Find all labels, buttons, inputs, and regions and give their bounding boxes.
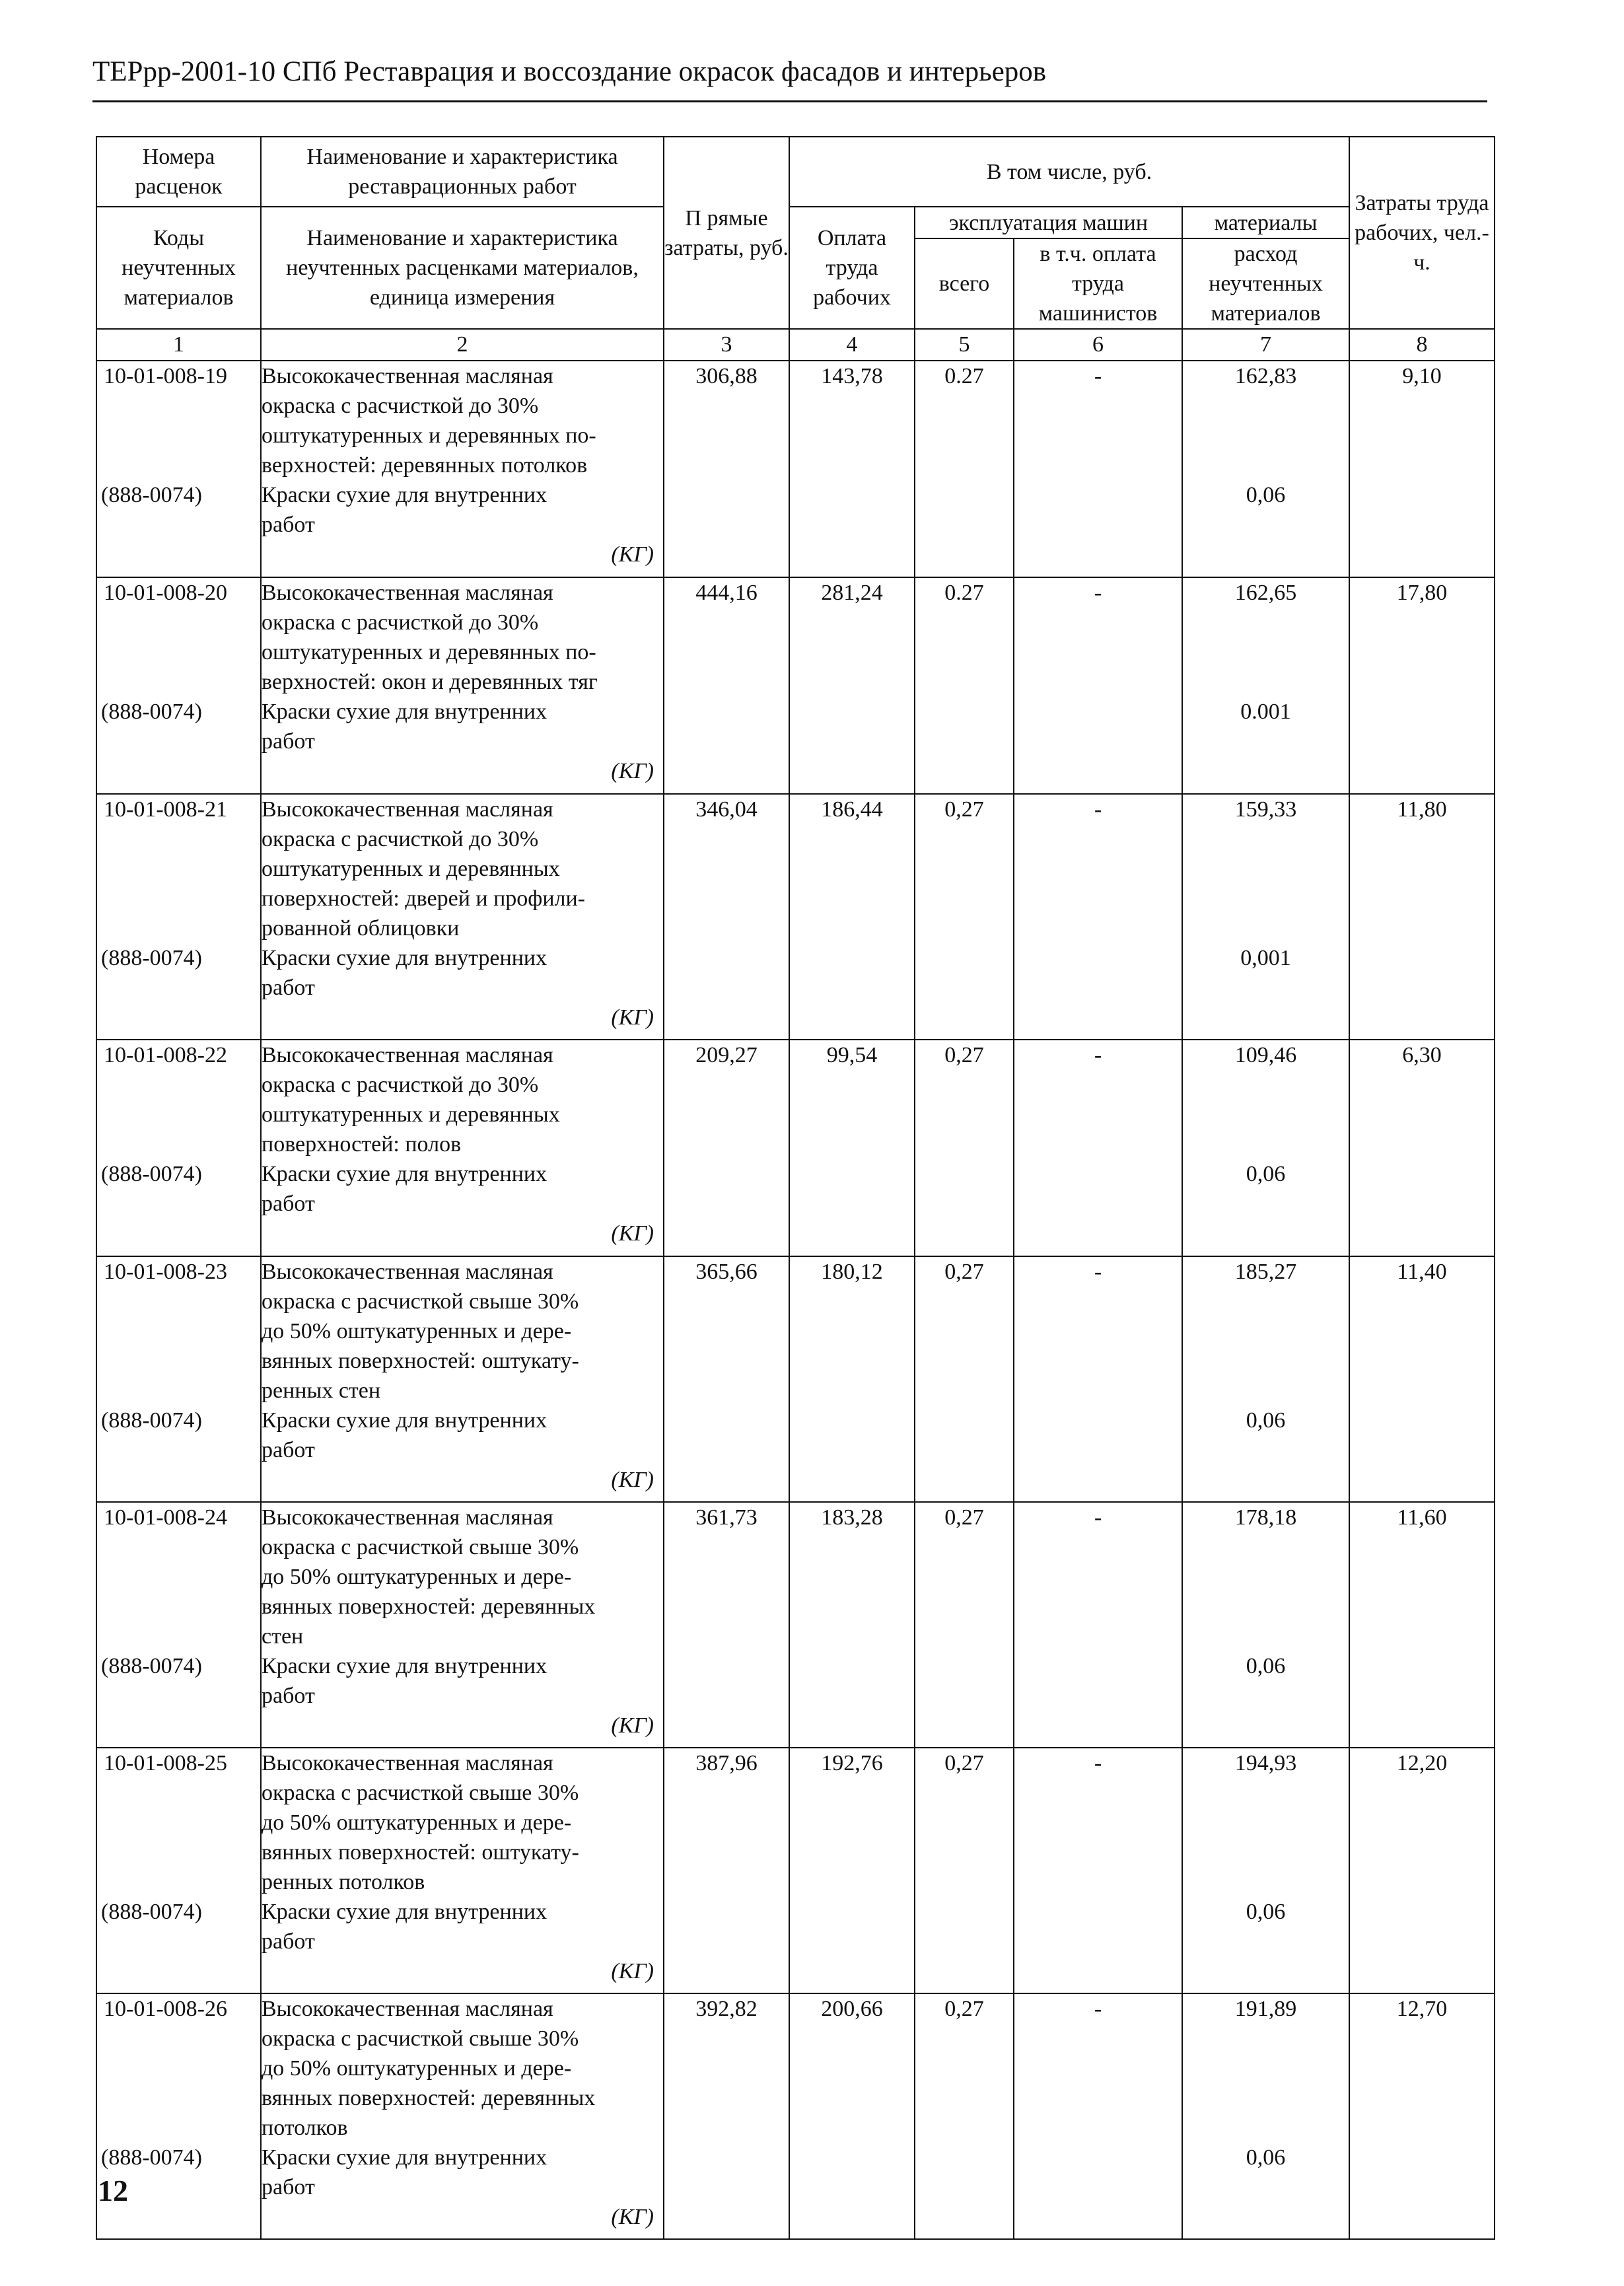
- column-number: 4: [789, 329, 915, 361]
- work-description-line: окраска с расчисткой свыше 30%: [262, 1781, 579, 1805]
- machines-total-value: 0.27: [915, 577, 1014, 794]
- work-description-line: окраска с расчисткой свыше 30%: [262, 1289, 579, 1314]
- material-quantity: 0,06: [1246, 1900, 1286, 1924]
- work-description-line: вянных поверхностей: деревянных: [262, 2086, 596, 2110]
- work-description-line: оштукатуренных и деревянных по-: [262, 423, 596, 448]
- labor-pay-value: 186,44: [789, 794, 915, 1040]
- material-quantity: 0,001: [1240, 946, 1291, 970]
- work-description-line: окраска с расчисткой до 30%: [262, 394, 539, 418]
- work-description-line: Высококачественная масляная: [262, 581, 553, 605]
- rate-code: 10-01-008-23: [104, 1260, 227, 1284]
- material-description-line: работ: [262, 1684, 315, 1708]
- column-number: 2: [261, 329, 664, 361]
- rate-row: [96, 794, 1495, 1040]
- material-unit: (КГ): [611, 1959, 654, 1983]
- labor-pay-value: 183,28: [789, 1502, 915, 1748]
- labor-hours-value: 11,60: [1349, 1502, 1495, 1748]
- material-description-line: Краски сухие для внутренних: [262, 946, 547, 970]
- rate-code-cell: [96, 794, 261, 1040]
- labor-pay-value: 180,12: [789, 1256, 915, 1502]
- material-description-line: Краски сухие для внутренних: [262, 699, 547, 724]
- rate-row: [96, 1993, 1495, 2239]
- material-quantity: 0,06: [1246, 1654, 1286, 1678]
- work-description-cell: [261, 1502, 664, 1748]
- work-description-line: верхностей: окон и деревянных тяг: [262, 670, 598, 694]
- header-machines-total: всего: [915, 238, 1014, 329]
- work-description-line: Высококачественная масляная: [262, 364, 553, 388]
- direct-costs-value: 365,66: [664, 1256, 789, 1502]
- header-work-name: Наименование и характеристика реставрационных работ: [261, 137, 664, 207]
- materials-cell: [1182, 1256, 1349, 1502]
- direct-costs-value: 444,16: [664, 577, 789, 794]
- labor-hours-value: 6,30: [1349, 1040, 1495, 1256]
- work-description-cell: [261, 1256, 664, 1502]
- work-description-line: оштукатуренных и деревянных по-: [262, 640, 596, 664]
- material-unit: (КГ): [611, 1221, 654, 1246]
- rate-code-cell: [96, 1256, 261, 1502]
- material-description-line: Краски сухие для внутренних: [262, 1162, 547, 1186]
- rate-row: [96, 1502, 1495, 1748]
- work-description-line: ренных стен: [262, 1378, 381, 1403]
- machines-total-value: 0.27: [915, 361, 1014, 577]
- work-description-line: оштукатуренных и деревянных: [262, 857, 560, 881]
- column-number: 1: [96, 329, 261, 361]
- labor-pay-value: 200,66: [789, 1993, 915, 2239]
- machines-total-value: 0,27: [915, 1040, 1014, 1256]
- work-description-cell: [261, 577, 664, 794]
- rate-code: 10-01-008-24: [104, 1505, 227, 1530]
- material-unit: (КГ): [611, 1713, 654, 1738]
- material-description-line: работ: [262, 1929, 315, 1954]
- header-direct-costs: П рямые затраты, руб.: [664, 137, 789, 329]
- machines-total-value: 0,27: [915, 1993, 1014, 2239]
- work-description-line: до 50% оштукатуренных и дере-: [262, 1319, 572, 1343]
- work-description-line: до 50% оштукатуренных и дере-: [262, 2056, 572, 2081]
- machines-total-value: 0,27: [915, 1256, 1014, 1502]
- work-description-line: стен: [262, 1624, 304, 1649]
- material-description-line: работ: [262, 1192, 315, 1216]
- work-description-line: вянных поверхностей: оштукату-: [262, 1349, 579, 1373]
- materials-cell: [1182, 1502, 1349, 1748]
- machines-total-value: 0,27: [915, 1502, 1014, 1748]
- material-description-line: Краски сухие для внутренних: [262, 483, 547, 507]
- rate-code-cell: [96, 1502, 261, 1748]
- column-number: 7: [1182, 329, 1349, 361]
- rate-code-cell: [96, 577, 261, 794]
- rate-code: 10-01-008-19: [104, 364, 227, 388]
- material-description-line: работ: [262, 513, 315, 537]
- material-quantity: 0,06: [1246, 2145, 1286, 2170]
- work-description-line: окраска с расчисткой свыше 30%: [262, 2026, 579, 2051]
- work-description-line: Высококачественная масляная: [262, 1505, 553, 1530]
- material-quantity: 0,06: [1246, 1408, 1286, 1433]
- material-quantity: 0,06: [1246, 483, 1286, 507]
- header-row: [96, 207, 1495, 238]
- rate-code-cell: [96, 361, 261, 577]
- materials-cell: [1182, 361, 1349, 577]
- work-description-line: окраска с расчисткой до 30%: [262, 610, 539, 635]
- machinist-pay-value: -: [1014, 794, 1182, 1040]
- material-description-line: работ: [262, 1438, 315, 1462]
- material-quantity: 0,06: [1246, 1162, 1286, 1186]
- material-description-line: работ: [262, 729, 315, 754]
- rate-code-cell: [96, 1748, 261, 1993]
- labor-hours-value: 11,40: [1349, 1256, 1495, 1502]
- labor-pay-value: 281,24: [789, 577, 915, 794]
- direct-costs-value: 387,96: [664, 1748, 789, 1993]
- work-description-line: Высококачественная масляная: [262, 1997, 553, 2021]
- material-unit: (КГ): [611, 1005, 654, 1030]
- material-unit: (КГ): [611, 542, 654, 567]
- header-material-names: Наименование и характеристика неучтенных расценками материалов, единица измерения: [261, 207, 664, 329]
- work-description-line: Высококачественная масляная: [262, 1260, 553, 1284]
- work-description-cell: [261, 1040, 664, 1256]
- header-unaccounted-materials: расход неучтенных материалов: [1182, 238, 1349, 329]
- work-description-line: Высококачественная масляная: [262, 1043, 553, 1067]
- material-description-line: Краски сухие для внутренних: [262, 1900, 547, 1924]
- machinist-pay-value: -: [1014, 1256, 1182, 1502]
- header-labor-hours: Затраты труда рабочих, чел.-ч.: [1349, 137, 1495, 329]
- material-code: (888-0074): [101, 946, 202, 970]
- labor-hours-value: 9,10: [1349, 361, 1495, 577]
- column-numbers-row: [96, 329, 1495, 361]
- header-material-codes: Коды неучтенных материалов: [96, 207, 261, 329]
- work-description-line: верхностей: деревянных потолков: [262, 453, 588, 478]
- materials-cell: [1182, 794, 1349, 1040]
- materials-value: 185,27: [1234, 1260, 1297, 1284]
- material-code: (888-0074): [101, 1408, 202, 1433]
- header-divider: [92, 100, 1487, 102]
- work-description-line: окраска с расчисткой свыше 30%: [262, 1535, 579, 1559]
- work-description-line: до 50% оштукатуренных и дере-: [262, 1810, 572, 1835]
- rate-row: [96, 1256, 1495, 1502]
- header-rate-numbers: Номера расценок: [96, 137, 261, 207]
- work-description-line: до 50% оштукатуренных и дере-: [262, 1565, 572, 1589]
- labor-pay-value: 192,76: [789, 1748, 915, 1993]
- work-description-line: потолков: [262, 2116, 348, 2140]
- machines-total-value: 0,27: [915, 794, 1014, 1040]
- rate-row: [96, 1748, 1495, 1993]
- work-description-line: окраска с расчисткой до 30%: [262, 1073, 539, 1097]
- rate-row: [96, 361, 1495, 577]
- header-including-group: В том числе, руб.: [789, 137, 1349, 207]
- header-machinist-pay: в т.ч. оплата труда машинистов: [1014, 238, 1182, 329]
- header-labor-pay: Оплата труда рабочих: [789, 207, 915, 329]
- work-description-line: рованной облицовки: [262, 916, 460, 941]
- header-row: [96, 137, 1495, 207]
- labor-hours-value: 12,20: [1349, 1748, 1495, 1993]
- material-code: (888-0074): [101, 1654, 202, 1678]
- material-unit: (КГ): [611, 2205, 654, 2229]
- materials-cell: [1182, 1040, 1349, 1256]
- rate-code: 10-01-008-20: [104, 581, 227, 605]
- work-description-cell: [261, 1993, 664, 2239]
- material-description-line: Краски сухие для внутренних: [262, 1408, 547, 1433]
- materials-value: 159,33: [1234, 797, 1297, 822]
- materials-value: 109,46: [1234, 1043, 1297, 1067]
- material-code: (888-0074): [101, 2145, 202, 2170]
- work-description-line: вянных поверхностей: оштукату-: [262, 1840, 579, 1865]
- work-description-cell: [261, 361, 664, 577]
- material-quantity: 0.001: [1240, 699, 1291, 724]
- material-code: (888-0074): [101, 1162, 202, 1186]
- materials-value: 162,65: [1234, 581, 1297, 605]
- material-description-line: работ: [262, 976, 315, 1000]
- direct-costs-value: 306,88: [664, 361, 789, 577]
- header-materials: материалы: [1182, 207, 1349, 238]
- page-number: 12: [98, 2174, 128, 2207]
- machinist-pay-value: -: [1014, 577, 1182, 794]
- material-description-line: работ: [262, 2175, 315, 2199]
- work-description-line: Высококачественная масляная: [262, 797, 553, 822]
- direct-costs-value: 346,04: [664, 794, 789, 1040]
- work-description-line: вянных поверхностей: деревянных: [262, 1594, 596, 1619]
- materials-value: 191,89: [1234, 1997, 1297, 2021]
- labor-hours-value: 12,70: [1349, 1993, 1495, 2239]
- machinist-pay-value: -: [1014, 1040, 1182, 1256]
- labor-pay-value: 143,78: [789, 361, 915, 577]
- work-description-line: поверхностей: полов: [262, 1132, 462, 1157]
- work-description-line: оштукатуренных и деревянных: [262, 1102, 560, 1127]
- materials-value: 162,83: [1234, 364, 1297, 388]
- rate-code: 10-01-008-21: [104, 797, 227, 822]
- work-description-cell: [261, 1748, 664, 1993]
- direct-costs-value: 392,82: [664, 1993, 789, 2239]
- rate-code-cell: [96, 1040, 261, 1256]
- work-description-line: Высококачественная масляная: [262, 1751, 553, 1775]
- rate-code: 10-01-008-22: [104, 1043, 227, 1067]
- material-code: (888-0074): [101, 1900, 202, 1924]
- material-unit: (КГ): [611, 1468, 654, 1492]
- header-machine-operation: эксплуатация машин: [915, 207, 1182, 238]
- material-description-line: Краски сухие для внутренних: [262, 2145, 547, 2170]
- material-unit: (КГ): [611, 759, 654, 783]
- rate-code: 10-01-008-26: [104, 1997, 227, 2021]
- column-number: 6: [1014, 329, 1182, 361]
- material-description-line: Краски сухие для внутренних: [262, 1654, 547, 1678]
- materials-cell: [1182, 1748, 1349, 1993]
- machinist-pay-value: -: [1014, 361, 1182, 577]
- work-description-line: ренных потолков: [262, 1870, 425, 1894]
- materials-cell: [1182, 577, 1349, 794]
- direct-costs-value: 361,73: [664, 1502, 789, 1748]
- page-header: ТЕРрр-2001-10 СПб Реставрация и воссоздание окрасок фасадов и интерьеров: [92, 56, 1047, 87]
- rate-row: [96, 1040, 1495, 1256]
- materials-value: 194,93: [1234, 1751, 1297, 1775]
- column-number: 8: [1349, 329, 1495, 361]
- machines-total-value: 0,27: [915, 1748, 1014, 1993]
- labor-hours-value: 11,80: [1349, 794, 1495, 1040]
- labor-pay-value: 99,54: [789, 1040, 915, 1256]
- material-code: (888-0074): [101, 699, 202, 724]
- column-number: 5: [915, 329, 1014, 361]
- rate-row: [96, 577, 1495, 794]
- machinist-pay-value: -: [1014, 1502, 1182, 1748]
- rates-table: [96, 136, 1495, 2240]
- machinist-pay-value: -: [1014, 1748, 1182, 1993]
- work-description-line: окраска с расчисткой до 30%: [262, 827, 539, 851]
- work-description-cell: [261, 794, 664, 1040]
- material-code: (888-0074): [101, 483, 202, 507]
- direct-costs-value: 209,27: [664, 1040, 789, 1256]
- rate-code: 10-01-008-25: [104, 1751, 227, 1775]
- materials-value: 178,18: [1234, 1505, 1297, 1530]
- work-description-line: поверхностей: дверей и профили-: [262, 886, 585, 911]
- column-number: 3: [664, 329, 789, 361]
- machinist-pay-value: -: [1014, 1993, 1182, 2239]
- labor-hours-value: 17,80: [1349, 577, 1495, 794]
- materials-cell: [1182, 1993, 1349, 2239]
